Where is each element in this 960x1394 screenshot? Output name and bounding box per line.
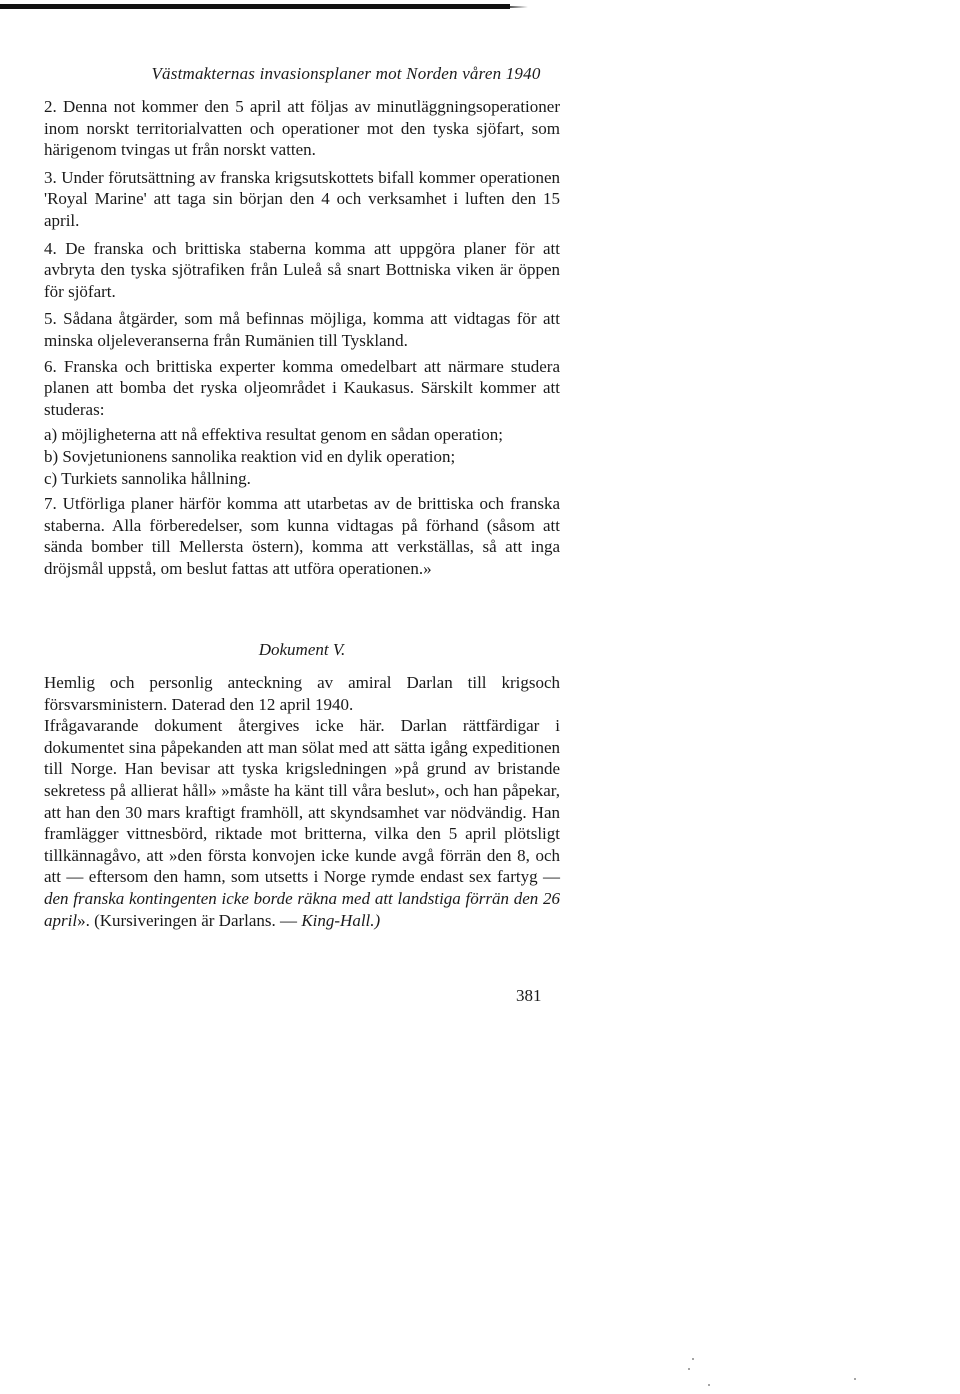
- document-body-italic-quote: den franska kontingenten icke borde räkna med att landstiga förrän den 26 april: [44, 888, 560, 930]
- paragraph-3: 3. Under förutsättning av franska krigsutskottets bifall kommer operationen 'Royal Marine' att taga sin början den 4 och verksamhet i luften den 15 april.: [44, 167, 560, 230]
- list-item-c: c) Turkiets sannolika hållning.: [44, 468, 251, 488]
- body-text-section-2: [44, 672, 560, 931]
- speck-3: [708, 1384, 710, 1386]
- top-border-rule: [0, 4, 510, 9]
- speck-1: [688, 1368, 690, 1370]
- speck-4: [854, 1378, 856, 1380]
- speck-2: [692, 1358, 694, 1360]
- document-body-text: Ifrågavarande dokument återgives icke här. Darlan rättfärdigar i dokumentet sina påpekanden att man sölat med att sätta igång expeditionen till Norge. Han bevisar att tyska krigsledningen »på grund av bristande sekretess på allierat håll» »måste ha känt till våra beslut», och han påpekar, att han den 30 mars kraftigt framhöll, att skyndsamhet var nödvändig. Han framlägger vittnesbörd, riktade mot britterna, vilka den 5 april plötsligt tillkännagåvo, att »den första konvojen icke kunde avgå förrän den 8, och att — eftersom den hamn, som utsetts i Norge rymde endast sex fartyg —: [44, 716, 560, 887]
- paragraph-4: 4. De franska och brittiska staberna komma att uppgöra planer för att avbryta den tyska sjötrafiken från Luleå så snart Bottniska viken är öppen för sjöfart.: [44, 238, 560, 301]
- paragraph-6: 6. Franska och brittiska experter komma omedelbart att närmare studera planen att bomba det ryska oljeområdet i Kaukasus. Särskilt kommer att studeras:: [44, 356, 560, 419]
- top-border-rule-tail: [510, 6, 528, 8]
- paragraph-7: 7. Utförliga planer härför komma att utarbetas av de brittiska och franska staberna. Alla förberedelser, som kunna vidtagas på förhand (såsom att sända bomber till Mellersta östern), komma att verkställas, så att inga dröjsmål uppstå, om beslut fattas att utföra operationen.»: [44, 494, 560, 578]
- running-head: Västmakternas invasionsplaner mot Norden våren 1940: [151, 64, 541, 83]
- list-item-a: a) möjligheterna att nå effektiva resultat genom en sådan operation;: [44, 425, 503, 445]
- document-body-tail: ». (Kursiveringen är Darlans. —: [77, 910, 298, 930]
- document-heading: Dokument V.: [258, 640, 346, 659]
- document-body-author: King-Hall.): [301, 910, 381, 930]
- list-item-b: b) Sovjetunionens sannolika reaktion vid en dylik operation;: [44, 446, 456, 466]
- body-text-section-1: [44, 96, 560, 579]
- document-intro: Hemlig och personlig anteckning av amiral Darlan till krigsoch försvarsministern. Daterad den 12 april 1940.: [44, 673, 560, 714]
- page-number: 381: [516, 986, 542, 1005]
- document-body: [44, 715, 560, 931]
- paragraph-5: 5. Sådana åtgärder, som må befinnas möjliga, komma att vidtagas för att minska oljeleveranserna från Rumänien till Tyskland.: [44, 309, 560, 350]
- scan-specks: [678, 1354, 878, 1394]
- paragraph-2: 2. Denna not kommer den 5 april att följas av minutläggningsoperationer inom norskt territorialvatten och operationer mot den tyska sjöfart, som härigenom tvingas ut från norskt vatten.: [44, 97, 560, 160]
